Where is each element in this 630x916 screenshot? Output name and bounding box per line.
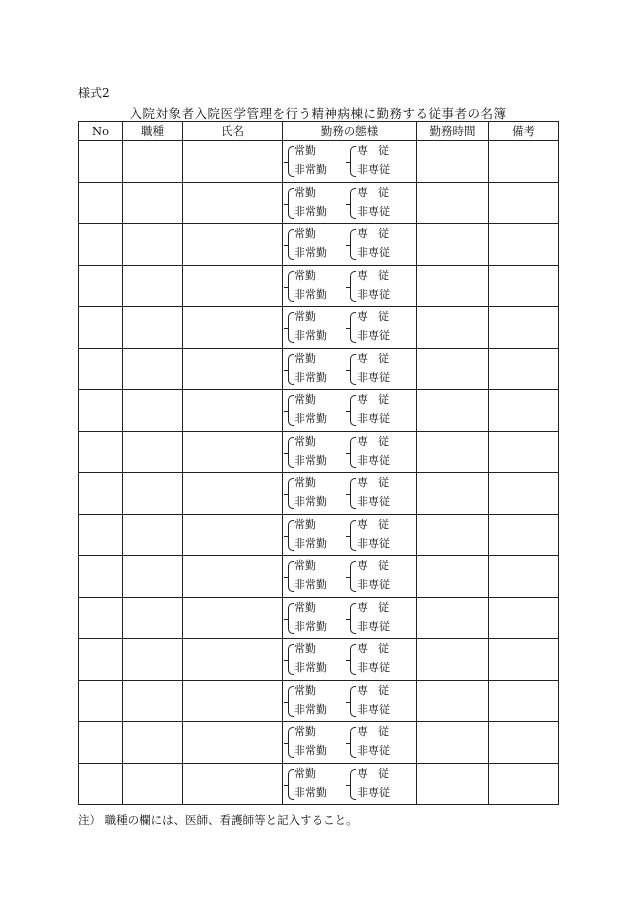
work-status-cell — [283, 182, 417, 224]
header-work-status: 勤務の態様 — [283, 122, 417, 141]
option-full-time[interactable]: 常勤 — [294, 393, 316, 407]
name-cell[interactable] — [183, 431, 283, 473]
header-name: 氏名 — [183, 122, 283, 141]
remarks-cell[interactable] — [489, 431, 559, 473]
option-dedicated[interactable]: 専従 — [357, 600, 399, 614]
option-dedicated[interactable]: 専従 — [357, 517, 399, 531]
no-cell[interactable] — [79, 473, 123, 515]
job-type-cell[interactable] — [123, 514, 183, 556]
no-cell[interactable] — [79, 182, 123, 224]
option-part-time[interactable]: 非常勤 — [294, 702, 327, 716]
option-dedicated[interactable]: 専従 — [357, 434, 399, 448]
name-cell[interactable] — [183, 597, 283, 639]
option-part-time[interactable]: 非常勤 — [294, 744, 327, 758]
work-status-cell — [283, 556, 417, 598]
remarks-cell[interactable] — [489, 141, 559, 183]
job-type-cell[interactable] — [123, 722, 183, 764]
remarks-cell[interactable] — [489, 639, 559, 681]
option-full-time[interactable]: 常勤 — [294, 227, 316, 241]
remarks-cell[interactable] — [489, 348, 559, 390]
table-row — [79, 141, 559, 183]
option-part-time[interactable]: 非常勤 — [294, 163, 327, 177]
name-cell[interactable] — [183, 763, 283, 805]
no-cell[interactable] — [79, 514, 123, 556]
remarks-cell[interactable] — [489, 680, 559, 722]
option-full-time[interactable]: 常勤 — [294, 517, 316, 531]
work-hours-cell[interactable] — [417, 556, 489, 598]
work-status-options — [283, 722, 416, 762]
work-status-options — [283, 639, 416, 679]
brace-right — [350, 520, 356, 551]
table-row — [79, 680, 559, 722]
option-non-dedicated[interactable]: 非専従 — [357, 536, 390, 550]
work-status-cell — [283, 431, 417, 473]
remarks-cell[interactable] — [489, 224, 559, 266]
work-hours-cell[interactable] — [417, 680, 489, 722]
option-dedicated[interactable]: 専従 — [357, 725, 399, 739]
option-non-dedicated[interactable]: 非専従 — [357, 412, 390, 426]
header-row — [79, 122, 559, 141]
work-hours-cell[interactable] — [417, 597, 489, 639]
option-full-time[interactable]: 常勤 — [294, 310, 316, 324]
work-status-cell — [283, 722, 417, 764]
work-status-cell — [283, 390, 417, 432]
job-type-cell[interactable] — [123, 473, 183, 515]
brace-right — [350, 727, 356, 758]
work-hours-cell[interactable] — [417, 639, 489, 681]
work-hours-cell[interactable] — [417, 182, 489, 224]
work-status-cell — [283, 473, 417, 515]
brace-right — [350, 271, 356, 302]
no-cell[interactable] — [79, 224, 123, 266]
job-type-cell[interactable] — [123, 597, 183, 639]
option-part-time[interactable]: 非常勤 — [294, 578, 327, 592]
brace-right — [350, 561, 356, 592]
work-status-options — [283, 266, 416, 306]
option-dedicated[interactable]: 専従 — [357, 227, 399, 241]
job-type-cell[interactable] — [123, 680, 183, 722]
work-status-options — [283, 349, 416, 389]
option-part-time[interactable]: 非常勤 — [294, 370, 327, 384]
work-status-options — [283, 473, 416, 513]
remarks-cell[interactable] — [489, 514, 559, 556]
option-part-time[interactable]: 非常勤 — [294, 785, 327, 799]
work-status-cell — [283, 141, 417, 183]
option-dedicated[interactable]: 専従 — [357, 310, 399, 324]
name-cell[interactable] — [183, 639, 283, 681]
no-cell[interactable] — [79, 431, 123, 473]
table-row — [79, 390, 559, 432]
work-status-cell — [283, 265, 417, 307]
job-type-cell[interactable] — [123, 639, 183, 681]
remarks-cell[interactable] — [489, 597, 559, 639]
work-status-cell — [283, 224, 417, 266]
table-row — [79, 556, 559, 598]
option-non-dedicated[interactable]: 非専従 — [357, 287, 390, 301]
name-cell[interactable] — [183, 348, 283, 390]
brace-right — [350, 437, 356, 468]
option-non-dedicated[interactable]: 非専従 — [357, 246, 390, 260]
work-status-options — [283, 141, 416, 181]
job-type-cell[interactable] — [123, 141, 183, 183]
option-part-time[interactable]: 非常勤 — [294, 453, 327, 467]
table-row — [79, 348, 559, 390]
brace-right — [350, 229, 356, 260]
work-status-cell — [283, 680, 417, 722]
option-dedicated[interactable]: 専従 — [357, 144, 399, 158]
table-row — [79, 722, 559, 764]
option-part-time[interactable]: 非常勤 — [294, 287, 327, 301]
name-cell[interactable] — [183, 307, 283, 349]
work-status-options — [283, 307, 416, 347]
option-full-time[interactable]: 常勤 — [294, 683, 316, 697]
name-cell[interactable] — [183, 265, 283, 307]
no-cell[interactable] — [79, 307, 123, 349]
no-cell[interactable] — [79, 597, 123, 639]
document-title: 入院対象者入院医学管理を行う精神病棟に勤務する従事者の名簿 — [129, 106, 507, 121]
name-cell[interactable] — [183, 514, 283, 556]
work-status-options — [283, 598, 416, 638]
table-row — [79, 514, 559, 556]
option-part-time[interactable]: 非常勤 — [294, 619, 327, 633]
no-cell[interactable] — [79, 680, 123, 722]
option-part-time[interactable]: 非常勤 — [294, 204, 327, 218]
option-dedicated[interactable]: 専従 — [357, 642, 399, 656]
table-row — [79, 639, 559, 681]
work-hours-cell[interactable] — [417, 224, 489, 266]
job-type-cell[interactable] — [123, 556, 183, 598]
option-dedicated[interactable]: 専従 — [357, 351, 399, 365]
work-status-cell — [283, 514, 417, 556]
remarks-cell[interactable] — [489, 307, 559, 349]
work-hours-cell[interactable] — [417, 722, 489, 764]
brace-right — [350, 395, 356, 426]
option-non-dedicated[interactable]: 非専従 — [357, 702, 390, 716]
work-status-options — [283, 224, 416, 264]
name-cell[interactable] — [183, 224, 283, 266]
table-row — [79, 224, 559, 266]
option-full-time[interactable]: 常勤 — [294, 185, 316, 199]
option-non-dedicated[interactable]: 非専従 — [357, 163, 390, 177]
work-hours-cell[interactable] — [417, 348, 489, 390]
option-non-dedicated[interactable]: 非専従 — [357, 661, 390, 675]
option-non-dedicated[interactable]: 非専従 — [357, 370, 390, 384]
name-cell[interactable] — [183, 556, 283, 598]
name-cell[interactable] — [183, 390, 283, 432]
option-full-time[interactable]: 常勤 — [294, 268, 316, 282]
table-row — [79, 597, 559, 639]
option-full-time[interactable]: 常勤 — [294, 725, 316, 739]
name-cell[interactable] — [183, 680, 283, 722]
header-job-type: 職種 — [123, 122, 183, 141]
job-type-cell[interactable] — [123, 265, 183, 307]
work-hours-cell[interactable] — [417, 265, 489, 307]
job-type-cell[interactable] — [123, 431, 183, 473]
option-non-dedicated[interactable]: 非専従 — [357, 619, 390, 633]
option-full-time[interactable]: 常勤 — [294, 600, 316, 614]
option-full-time[interactable]: 常勤 — [294, 351, 316, 365]
remarks-cell[interactable] — [489, 390, 559, 432]
work-hours-cell[interactable] — [417, 141, 489, 183]
option-full-time[interactable]: 常勤 — [294, 766, 316, 780]
header-remarks: 備考 — [489, 122, 559, 141]
work-hours-cell[interactable] — [417, 307, 489, 349]
job-type-cell[interactable] — [123, 182, 183, 224]
remarks-cell[interactable] — [489, 763, 559, 805]
option-dedicated[interactable]: 専従 — [357, 393, 399, 407]
option-dedicated[interactable]: 専従 — [357, 559, 399, 573]
table-row — [79, 265, 559, 307]
remarks-cell[interactable] — [489, 265, 559, 307]
option-full-time[interactable]: 常勤 — [294, 642, 316, 656]
name-cell[interactable] — [183, 182, 283, 224]
table-row — [79, 307, 559, 349]
job-type-cell[interactable] — [123, 224, 183, 266]
work-status-options — [283, 432, 416, 472]
work-status-cell — [283, 763, 417, 805]
no-cell[interactable] — [79, 141, 123, 183]
job-type-cell[interactable] — [123, 763, 183, 805]
option-full-time[interactable]: 常勤 — [294, 559, 316, 573]
table-row — [79, 182, 559, 224]
work-status-cell — [283, 348, 417, 390]
option-dedicated[interactable]: 専従 — [357, 683, 399, 697]
no-cell[interactable] — [79, 556, 123, 598]
option-non-dedicated[interactable]: 非専従 — [357, 578, 390, 592]
option-non-dedicated[interactable]: 非専従 — [357, 329, 390, 343]
option-non-dedicated[interactable]: 非専従 — [357, 495, 390, 509]
brace-right — [350, 769, 356, 800]
brace-right — [350, 354, 356, 385]
option-dedicated[interactable]: 専従 — [357, 185, 399, 199]
table-row — [79, 473, 559, 515]
option-full-time[interactable]: 常勤 — [294, 434, 316, 448]
work-hours-cell[interactable] — [417, 390, 489, 432]
header-no: No — [79, 122, 123, 141]
staff-roster-table — [78, 121, 559, 805]
no-cell[interactable] — [79, 639, 123, 681]
table-row — [79, 763, 559, 805]
option-part-time[interactable]: 非常勤 — [294, 536, 327, 550]
no-cell[interactable] — [79, 265, 123, 307]
brace-right — [350, 312, 356, 343]
table-row — [79, 431, 559, 473]
brace-right — [350, 686, 356, 717]
work-status-options — [283, 183, 416, 223]
work-hours-cell[interactable] — [417, 763, 489, 805]
brace-right — [350, 146, 356, 177]
work-status-options — [283, 390, 416, 430]
option-non-dedicated[interactable]: 非専従 — [357, 744, 390, 758]
option-dedicated[interactable]: 専従 — [357, 268, 399, 282]
brace-right — [350, 603, 356, 634]
name-cell[interactable] — [183, 141, 283, 183]
work-status-cell — [283, 639, 417, 681]
remarks-cell[interactable] — [489, 182, 559, 224]
option-full-time[interactable]: 常勤 — [294, 144, 316, 158]
footnote: 注） 職種の欄には、医師、看護師等と記入すること。 — [78, 813, 358, 827]
option-part-time[interactable]: 非常勤 — [294, 329, 327, 343]
no-cell[interactable] — [79, 390, 123, 432]
option-dedicated[interactable]: 専従 — [357, 766, 399, 780]
option-dedicated[interactable]: 専従 — [357, 476, 399, 490]
job-type-cell[interactable] — [123, 307, 183, 349]
option-non-dedicated[interactable]: 非専従 — [357, 204, 390, 218]
option-part-time[interactable]: 非常勤 — [294, 246, 327, 260]
work-hours-cell[interactable] — [417, 473, 489, 515]
no-cell[interactable] — [79, 722, 123, 764]
name-cell[interactable] — [183, 722, 283, 764]
work-status-options — [283, 556, 416, 596]
no-cell[interactable] — [79, 348, 123, 390]
option-non-dedicated[interactable]: 非専従 — [357, 453, 390, 467]
work-hours-cell[interactable] — [417, 514, 489, 556]
job-type-cell[interactable] — [123, 348, 183, 390]
no-cell[interactable] — [79, 763, 123, 805]
job-type-cell[interactable] — [123, 390, 183, 432]
work-status-cell — [283, 307, 417, 349]
remarks-cell[interactable] — [489, 556, 559, 598]
option-non-dedicated[interactable]: 非専従 — [357, 785, 390, 799]
work-hours-cell[interactable] — [417, 431, 489, 473]
option-part-time[interactable]: 非常勤 — [294, 412, 327, 426]
header-work-hours: 勤務時間 — [417, 122, 489, 141]
work-status-options — [283, 515, 416, 555]
option-part-time[interactable]: 非常勤 — [294, 661, 327, 675]
work-status-options — [283, 681, 416, 721]
remarks-cell[interactable] — [489, 473, 559, 515]
remarks-cell[interactable] — [489, 722, 559, 764]
work-status-options — [283, 764, 416, 804]
option-full-time[interactable]: 常勤 — [294, 476, 316, 490]
brace-right — [350, 188, 356, 219]
name-cell[interactable] — [183, 473, 283, 515]
option-part-time[interactable]: 非常勤 — [294, 495, 327, 509]
brace-right — [350, 478, 356, 509]
work-status-cell — [283, 597, 417, 639]
brace-right — [350, 644, 356, 675]
form-label: 様式2 — [78, 86, 110, 100]
